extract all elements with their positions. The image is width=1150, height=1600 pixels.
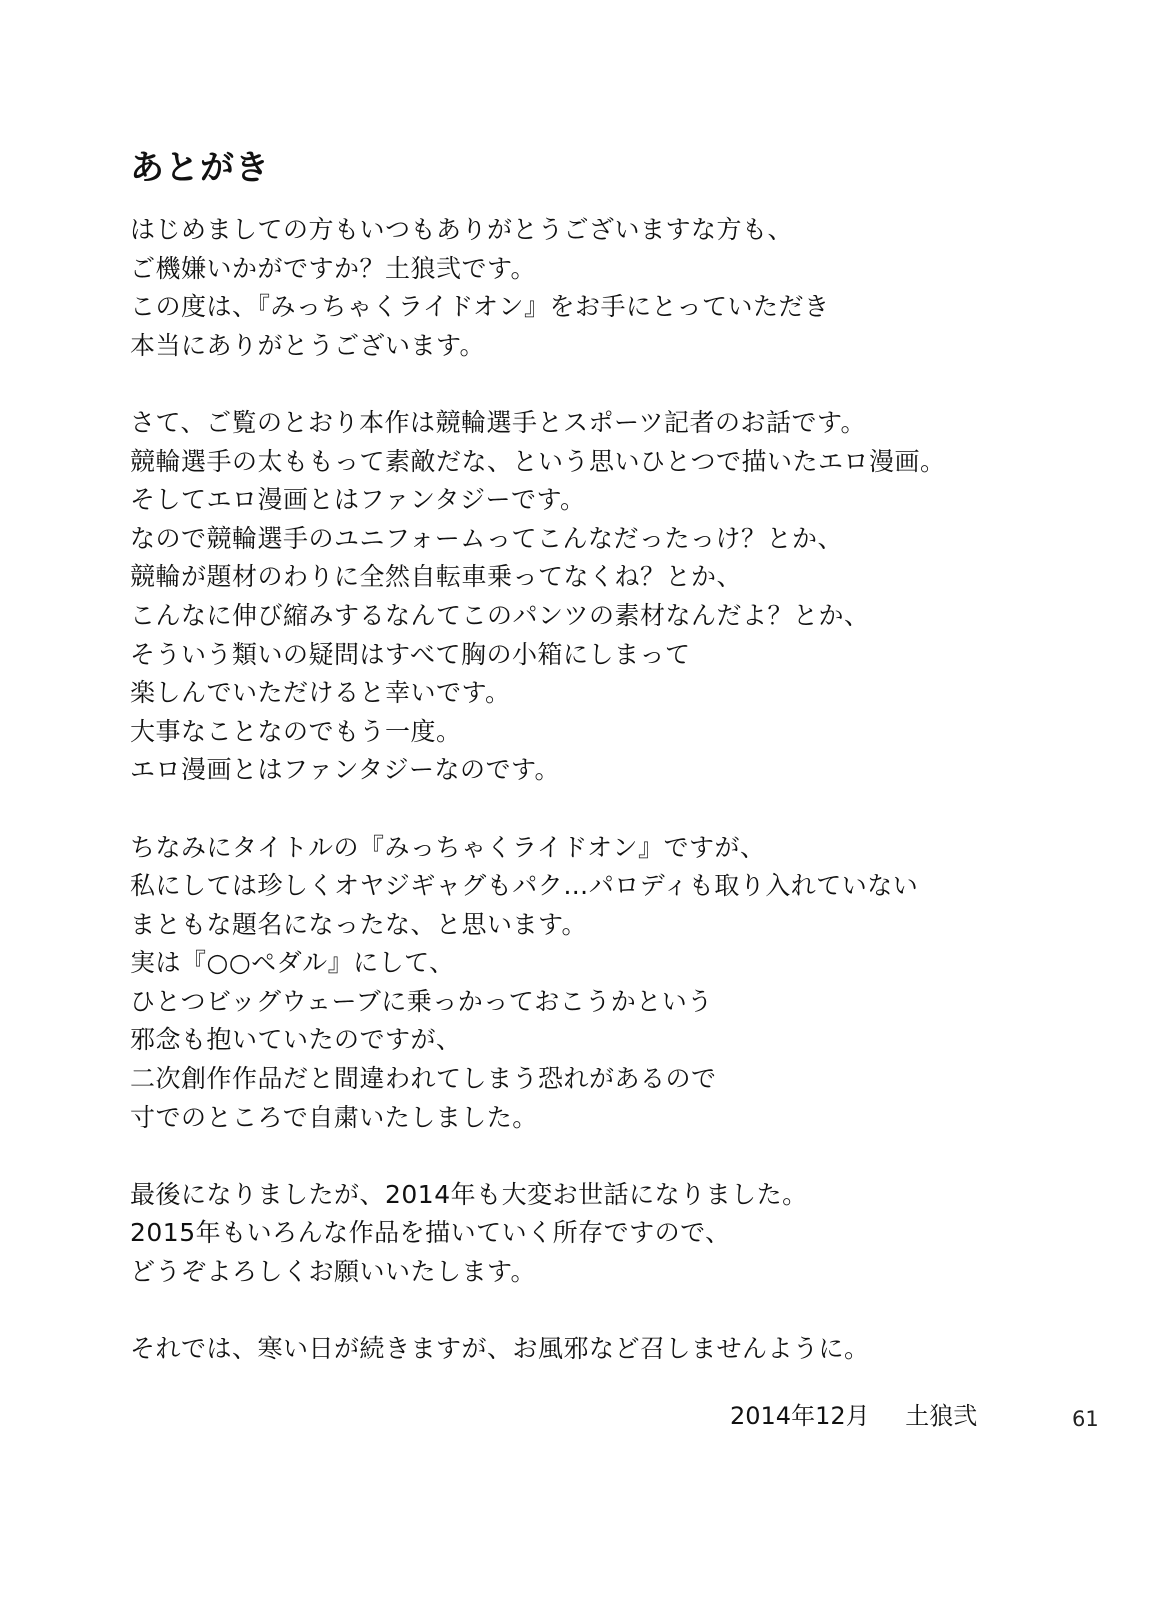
- paragraph-spacer: [130, 1137, 1030, 1176]
- text-line: 実は『○○ペダル』にして、: [130, 948, 455, 978]
- text-line: 邪念も抱いていたのですが、: [130, 1025, 462, 1055]
- text-line: 2015年もいろんな作品を描いていく所存ですので、: [130, 1218, 731, 1248]
- text-line: そしてエロ漫画とはファンタジーです。: [130, 485, 586, 515]
- paragraph-spacer: [130, 1292, 1030, 1331]
- text-line: まともな題名になったな、と思います。: [130, 909, 588, 939]
- text-line: どうぞよろしくお願いいたします。: [130, 1257, 537, 1287]
- text-line: エロ漫画とはファンタジーなのです。: [130, 755, 561, 785]
- text-line: はじめましての方もいつもありがとうございますな方も、: [130, 215, 794, 244]
- text-line: ちなみにタイトルの『みっちゃくライドオン』ですが、: [130, 832, 766, 862]
- text-line: 大事なことなのでもう一度。: [130, 716, 462, 746]
- text-line: 私にしては珍しくオヤジギャグもパク…パロディも取り入れていない: [130, 871, 919, 901]
- text-line: 寸でのところで自粛いたしました。: [130, 1102, 538, 1132]
- text-line: 競輪が題材のわりに全然自転車乗ってなくね？とか、: [130, 562, 743, 592]
- signature-date: 2014年12月: [730, 1402, 870, 1430]
- afterword-body: [130, 211, 1030, 1369]
- text-line: 二次創作作品だと間違われてしまう恐れがあるので: [130, 1064, 717, 1094]
- text-line: さて、ご覧のとおり本作は競輪選手とスポーツ記者のお話です。: [130, 407, 867, 437]
- paragraph: [130, 1176, 1030, 1292]
- paragraph: [130, 829, 1030, 1138]
- paragraph-spacer: [130, 790, 1030, 829]
- text-line: なので競輪選手のユニフォームってこんなだったっけ？とか、: [130, 523, 844, 553]
- page-title: あとがき: [130, 148, 270, 188]
- text-line: ひとつビッグウェーブに乗っかっておこうかという: [130, 986, 713, 1016]
- text-line: 楽しんでいただけると幸いです。: [130, 678, 511, 708]
- text-line: 競輪選手の太ももって素敵だな、という思いひとつで描いたエロ漫画。: [130, 446, 946, 476]
- text-line: 本当にありがとうございます。: [130, 330, 486, 360]
- page-number: 61: [1072, 1407, 1099, 1431]
- paragraph: [130, 404, 1030, 790]
- text-line: この度は、『みっちゃくライドオン』をお手にとっていただき: [130, 292, 830, 322]
- text-line: そういう類いの疑問はすべて胸の小箱にしまって: [130, 639, 691, 669]
- text-line: ご機嫌いかがですか？土狼弐です。: [130, 253, 537, 283]
- text-line: 最後になりましたが、2014年も大変お世話になりました。: [130, 1179, 808, 1209]
- paragraph: [130, 211, 1030, 365]
- text-line: それでは、寒い日が続きますが、お風邪など召しませんように。: [130, 1334, 870, 1364]
- signature: [730, 1400, 977, 1432]
- paragraph-spacer: [130, 365, 1030, 404]
- signature-author: 土狼弐: [905, 1402, 978, 1430]
- text-line: こんなに伸び縮みするなんてこのパンツの素材なんだよ？とか、: [130, 600, 870, 630]
- paragraph: [130, 1330, 1030, 1369]
